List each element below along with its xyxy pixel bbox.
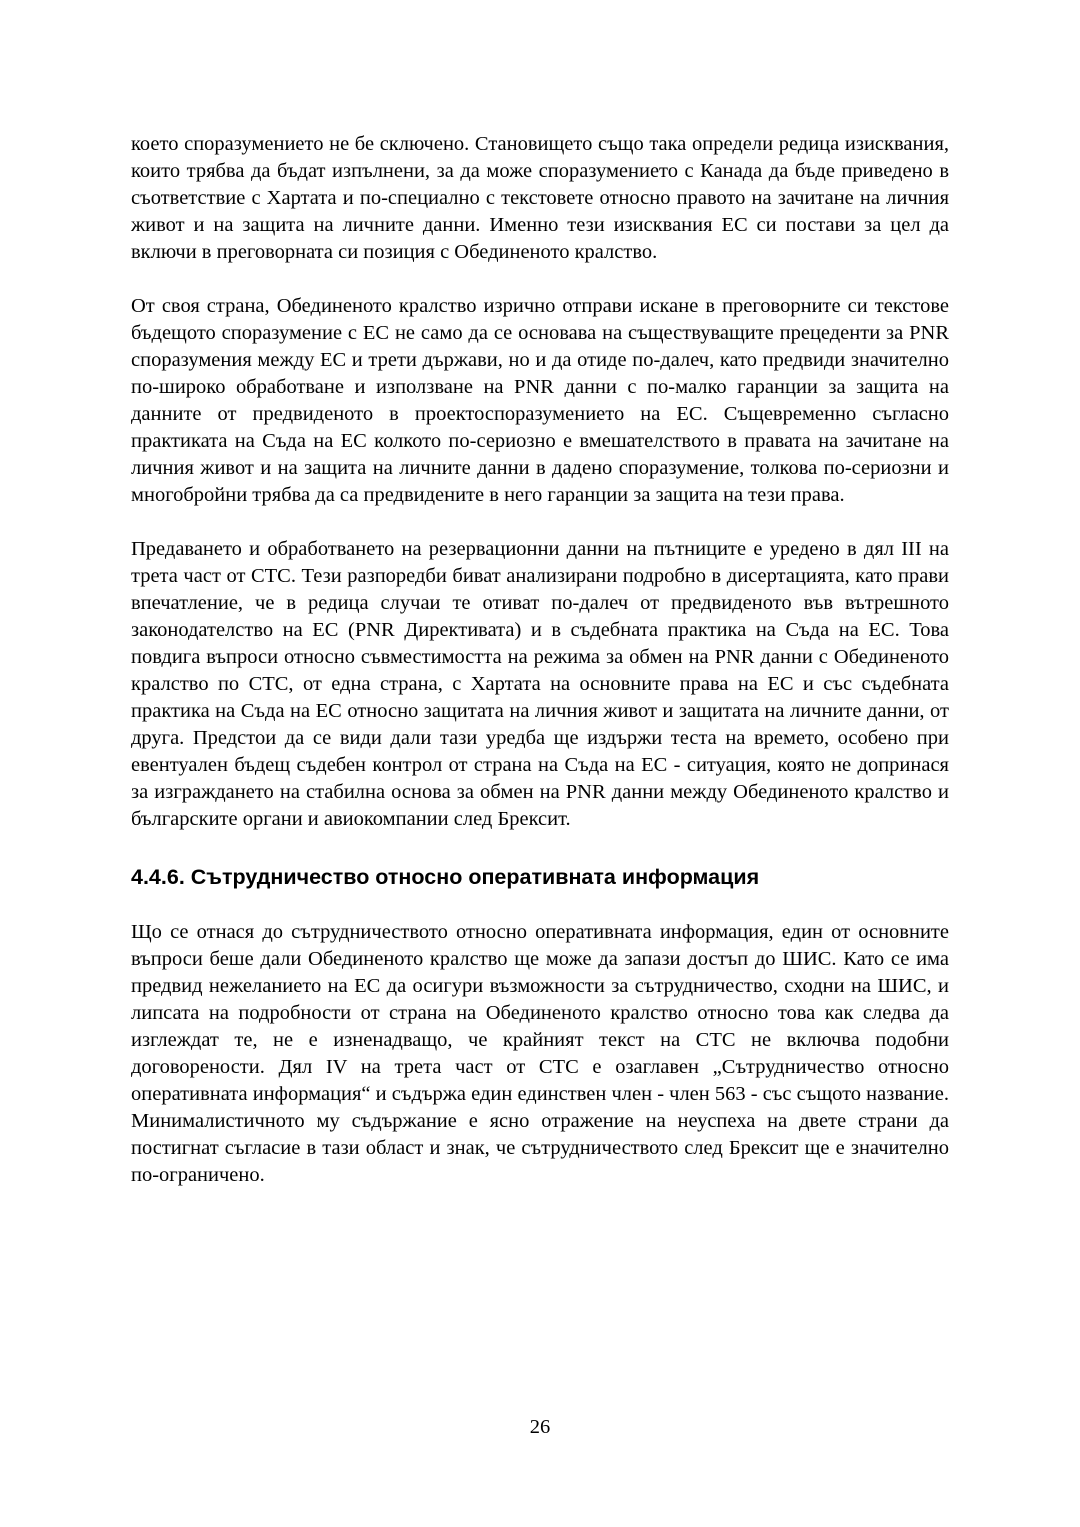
page-content <box>131 131 949 1189</box>
paragraph-uk-position: От своя страна, Обединеното кралство изрично отправи искане в преговорните си текстове бъдещото споразумение с ЕС не само да се основава на съществуващите прецеденти за PNR споразумения между ЕС и трети държави, но и да отиде по-далеч, като предвиди значително по-широко обработване и използване на PNR данни с по-малко гаранции за защита на данните от предвиденото в проектоспоразумението на ЕС. Същевременно съгласно практиката на Съда на ЕС колкото по-сериозно е вмешателството в правата на зачитане на личния живот и на защита на личните данни в дадено споразумение, толкова по-сериозни и многобройни трябва да са предвидените в него гаранции за защита на тези права. <box>131 295 949 506</box>
paragraph-pnr-transfer: Предаването и обработването на резервационни данни на пътниците е уредено в дял III на трета част от СТС. Тези разпоредби биват анализирани подробно в дисертацията, като прави впечатление, че в редица случаи те отиват по-далеч от предвиденото във вътрешното законодателство на ЕС (PNR Директивата) и в съдебната практика на Съда на ЕС. Това повдига въпроси относно съвместимостта на режима за обмен на PNR данни с Обединеното кралство по СТС, от една страна, с Хартата на основните права на ЕС и със съдебната практика на Съда на ЕС относно защитата на личния живот и защитата на личните данни, от друга. Предстои да се види дали тази уредба ще издържи теста на времето, особено при евентуален бъдещ съдебен контрол от страна на Съда на ЕС - ситуация, която не допринася за изграждането на стабилна основа за обмен на PNR данни между Обединеното кралство и българските органи и авиокомпании след Брексит. <box>131 538 949 830</box>
paragraph-operational-information: Що се отнася до сътрудничеството относно оперативната информация, един от основните въпроси беше дали Обединеното кралство ще може да запази достъп до ШИС. Като се има предвид нежеланието на ЕС да осигури възможности за сътрудничество, сходни на ШИС, и липсата на подробности от страна на Обединеното кралство относно това как следва да изглеждат те, не е изненадващо, че крайният текст на СТС не включва подобни договорености. Дял IV на трета част от СТС е озаглавен „Сътрудничество относно оперативната информация“ и съдържа един единствен член - член 563 - със същото название. Минималистичното му съдържание е ясно отражение на неуспеха на двете страни да постигнат съгласие в тази област и знак, че сътрудничеството след Брексит ще е значително по-ограничено. <box>131 921 949 1186</box>
page-number: 26 <box>529 1416 551 1438</box>
section-heading: 4.4.6. Сътрудничество относно оперативната информация <box>131 865 760 889</box>
paragraph-opinion-requirements: което споразумението не бе сключено. Становището също така определи редица изисквания, които трябва да бъдат изпълнени, за да може споразумението с Канада да бъде приведено в съответствие с Хартата и по-специално с текстовете относно правото на зачитане на личния живот и на защита на личните данни. Именно тези изисквания ЕС си постави за цел да включи в преговорната си позиция с Обединеното кралство. <box>131 133 949 263</box>
